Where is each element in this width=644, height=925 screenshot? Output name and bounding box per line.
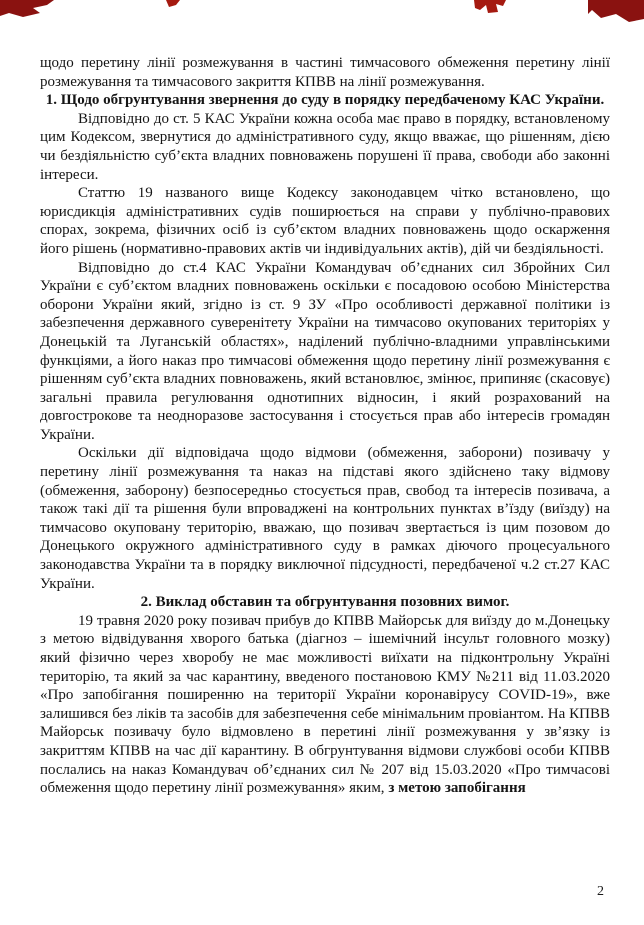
paragraph-kas-art19: Статтю 19 названого вище Кодексу законодавцем чітко встановлено, що юрисдикція адміністративних судів поширюється на справи у публічно-правових спорах, зокрема, фізичних осіб із суб’єктом владних повноважень щодо оскарження його рішень (нормативно-правових актів чи індивідуальних актів), дій чи бездіяльності.: [40, 185, 610, 257]
red-ink-mark-top-left-icon: [0, 0, 54, 17]
paragraph-facts: [40, 612, 610, 798]
red-ink-mark-small-left-icon: [166, 0, 180, 7]
paragraph-intro: щодо перетину лінії розмежування в частині тимчасового обмеження перетину лінії розмежування та тимчасового закриття КПВВ на лінії розмежування.: [40, 55, 610, 90]
paragraph-kas-art5: Відповідно до ст. 5 КАС України кожна особа має право в порядку, встановленому цим Кодексом, звернутися до адміністративного суду, якщо вважає, що рішенням, дією чи бездіяльністю суб’єкта владних повноважень порушені її права, свободи або законні інтереси.: [40, 110, 610, 183]
paragraph-facts-text: 19 травня 2020 року позивач прибув до КПВВ Майорськ для виїзду до м.Донецьку з метою відвідування хворого батька (діагноз – ішемічний інсульт головного мозку) який фізично через хворобу не має можливості виїхати на підконтрольну Україні територію, та який за час карантину, введеного постановою КМУ №211 від 11.03.2020 «Про запобігання поширенню на території України коронавірусу COVID-19», вже залишився без ліків та засобів для забезпечення себе мінімальним провіантом. На КПВВ Майорськ позивачу було відмовлено в перетині лінії розмежування у зв’язку із закриттям КПВВ на час дії карантину. В обгрунтування відмови службові особи КПВВ послались на наказ Командувач об’єднаних сил № 207 від 15.03.2020 «Про тимчасові обмеження щодо перетину лінії розмежування» яким,: [40, 612, 610, 797]
red-ink-marks: [0, 0, 644, 26]
paragraph-kas-art4: Відповідно до ст.4 КАС України Командувач об’єднаних сил Збройних Сил України є суб’єктом владних повноважень оскільки є посадовою особою Міністерства оборони України який, згідно із ст. 9 ЗУ «Про особливості державної політики із забезпечення державного суверенітету України на тимчасово окупованих територіях у Донецькій та Луганській областях», наділений публічно-владними управлінськими функціями, а його наказ про тимчасові обмеження щодо перетину лінії розмежування є рішенням суб’єкта владних повноважень, який встановлює, змінює, припиняє (скасовує) загальні правила регулювання однотипних відносин, і який розрахований на довгострокове та неодноразове застосування і стосується прав або інтересів громадян України.: [40, 259, 610, 443]
red-ink-mark-small-right-icon: [474, 0, 506, 13]
document-body: [40, 54, 610, 798]
red-ink-mark-top-right-icon: [588, 0, 644, 22]
section-heading-1: 1. Щодо обгрунтування звернення до суду в порядку передбаченому КАС України.: [45, 92, 605, 109]
section-heading-2: 2. Виклад обставин та обгрунтування позовних вимог.: [140, 594, 510, 611]
paragraph-facts-bold-tail: з метою запобігання: [388, 780, 526, 797]
page-number: 2: [597, 884, 604, 899]
paragraph-jurisdiction: Оскільки дії відповідача щодо відмови (обмеження, заборони) позивачу у перетину лінії розмежування та наказ на підставі якого здійснено таку відмову (обмеження, заборону) безпосередньо стосується прав, свобод та інтересів позивача, а також такі дії та рішення були впроваджені на контрольних пунктах в’їзду (виїзду) на тимчасово окуповану територію, вважаю, що позивач звертається із цим позовом до Донецького окружного адміністративного суду в рамках діючого процесуального законодавства України та в порядку виключної підсудності, передбаченої ч.2 ст.27 КАС України.: [40, 445, 610, 592]
